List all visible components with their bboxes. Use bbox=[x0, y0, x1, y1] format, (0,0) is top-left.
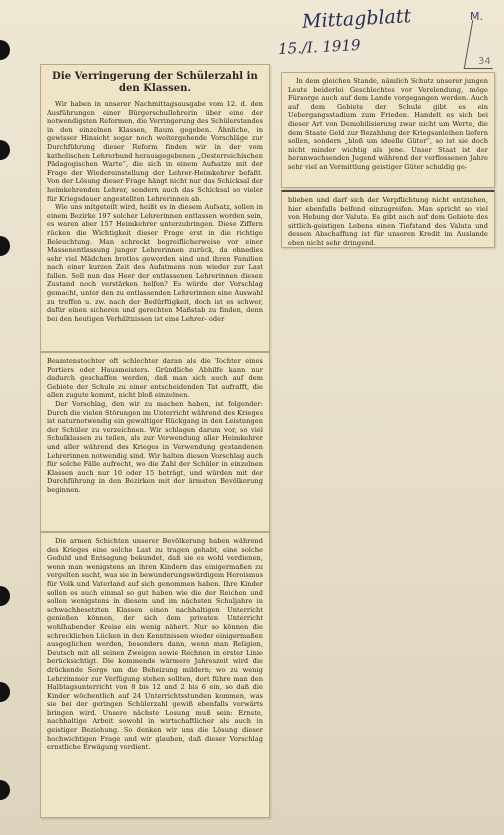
paragraph: blieben und darf sich der Verpflichtung nicht entziehen, hier ebenfalls belfend einzugreifen. Man spricht so viel von Hebung der Valuta. Es gibt auch auf dem Gebiete des sittlich-geistigen Lebens einen Tiefstand des Valuta und dessen Abschaffung ist für unseren Kredit im Auslande eben nicht sehr dringend. bbox=[288, 196, 488, 247]
punch-hole bbox=[0, 586, 10, 606]
paragraph: In dem gleichen Stande, nämlich Schutz unserer jungen Leute beiderlei Geschlechtes vor Verelendung, möge Fürsorge auch auf dem Lande vorgegangen werden. Auch auf dem Gebiete der Schule gibt es ein Uebergangsstadium zum Frieden. Handelt es sich bei dieser Art von Demobilisierung zwar nicht um Werte, die dem Staate Geld zur Bezahlung der Kriegsanleihen liefern sollen, sondern „bloß um ideelle Güter“, so ist sie doch nicht minder wichtig als jene. Unser Staat ist der heranwachsenden Jugend während der verflossenen Jahre sehr viel an Vermittlung geistiger Güter schuldig ge- bbox=[288, 77, 488, 171]
clipping-column-2 bbox=[281, 72, 495, 188]
punch-hole bbox=[0, 140, 10, 160]
punch-hole bbox=[0, 236, 10, 256]
clipping-column-4 bbox=[40, 532, 270, 818]
punch-hole bbox=[0, 40, 10, 60]
archive-stamp: M. bbox=[470, 10, 483, 23]
paragraph: Wir haben in unserer Nachmittagsausgabe vom 12. d. den Ausführungen einer Bürgerschullehrerin über eine der notwendigsten Reformen, die Verringerung des Schülerstandes in den einzelnen Klassen, Raum gegeben. Ähnliche, in gewisser Hinsicht sogar noch weitergehende Vorschläge zur Durchführung dieser Reform finden wir in der vom katholischen Lehrerbund herausgegebenen „Oesterreichischen Pädagogischen Warte“, die sich in einem Aufsatze mit der Frage der Wiedereinstellung der Lehrer-Heimkehrer befaßt. Von der Lösung dieser Frage hängt nicht nur das Schicksal der heimkehrenden Lehrer, sondern auch das Schicksal so vieler für Kriegsdauer angestellten Lehrerinnen ab. bbox=[47, 100, 263, 203]
punch-hole bbox=[0, 682, 10, 702]
article-title: Die Verringerung der Schülerzahl in den Klassen. bbox=[52, 71, 258, 94]
clipping-column-2-continuation bbox=[281, 190, 495, 248]
date-handwritten: 15./I. 1919 bbox=[277, 35, 361, 59]
paragraph: Die armen Schichten unserer Bevölkerung haben während des Krieges eine solche Last zu tragen gehabt, eine solche Geduld und Entsagung bekundet, daß sie es wohl verdienen, wenn man wenigstens an ihren Kindern das einigermaßen zu vergelten sucht, was sie in bewunderungswürdigem Heroismus für Volk und Vaterland auf sich genommen haben. Ihre Kinder sollen es auch einmal so gut haben wie die der Reichen und sollen wenigstens in diesem und im nächsten Schuljahre in schwachbesetzten Klassen einen nachhaltigen Unterricht genießen können, der sich dem privaten Unterricht wohlhabender Kreise ein wenig nähert. Nur so können die schrecklichen Lücken in den Kenntnissen wieder einigermaßen ausgeglichen werden, besonders dann, wenn man Religion, Deutsch mit all seinen Zweigen sowie Rechnen in erster Linie berücksichtigt. Die kommende wärmere Jahreszeit wird die drückende Sorge um die Beheizung mildern; wo zu wenig Lehrzimmer zur Verfügung stehen sollten, dort führe man den Halbtagsunterricht von 8 bis 12 und 2 bis 6 ein, so daß die Kinder wöchentlich auf 24 Unterrichtsstunden kommen, was sie bei der geringen Schülerzahl gewiß ebenfalls vorwärts bringen wird. Unsere nächste Losung muß sein: Ernste, nachhaltige Arbeit sowohl in wirtschaftlicher als auch in geistiger Beziehung. So denken wir uns die Lösung dieser hochwichtigen Frage und wir glauben, daß dieser Vorschlag ernstliche Erwägung verdient. bbox=[47, 537, 263, 752]
pencil-number: 34 bbox=[478, 56, 491, 67]
paragraph: Wie uns mitgeteilt wird, heißt es in diesem Aufsatz, sollen in einem Bezirke 197 solcher Lehrerinnen entlassen worden sein, es waren aber 157 Heimkehrer unterzubringen. Diese Ziffern rücken die Wichtigkeit dieser Frage erst in die richtige Beleuchtung. Man schreckt begreiflicherweise vor einer Massenentlassung junger Lehrerinnen zurück, da ohnedies sehr viel Mädchen brotlos geworden sind und ihren Familien nach einer kurzen Zeit des Aufatmens nun wieder zur Last fallen. Soll nun das Heer der entlassenen Lehrerinnen diesen Zustand noch verstärken helfen? Es würde der Vorschlag gemacht, unter den zu entlassenden Lehrerinnen eine Auswahl zu treffen u. zw. nach der Bedürftigkeit, doch ist es schwer, dafür einen sicheren und gerechten Maßstab zu finden, denn bei den heutigen Verhältnissen ist eine Lehrer- oder bbox=[47, 203, 263, 323]
clipping-column-3 bbox=[40, 352, 270, 532]
paragraph: Beamtenstochter oft schlechter daran als die Tochter eines Portiers oder Hausmeisters. Gründliche Abhilfe kann nur dadurch geschaffen werden, daß man sich auch auf dem Gebiete der Schule zu einer entscheidenden Tat aufrafft, die allen zugute kommt, nicht bloß einzelnen. bbox=[47, 357, 263, 400]
clipping-column-1 bbox=[40, 64, 270, 352]
paragraph: Der Vorschlag, den wir zu machen haben, ist folgender: Durch die vielen Störungen im Unterricht während des Krieges ist naturnotwendig ein gewaltiger Rückgang in den Leistungen der Schüler zu verzeichnen. Wir schlagen darum vor, so viel Schulklassen zu teilen, als zur Verwendung aller Heimkehrer und aller während des Krieges in Verwendung gestandenen Lehrerinnen notwendig sind. Wir halten diesen Vorschlag auch für solche Fälle aufrecht, wo die Zahl der Schüler in einzelnen Klassen auch nur 10 oder 15 beträgt, und würden mit der Durchführung in den Bezirken mit der ärmsten Bevölkerung beginnen. bbox=[47, 399, 263, 494]
newspaper-name-handwritten: Mittagblatt bbox=[301, 5, 412, 33]
punch-hole bbox=[0, 780, 10, 800]
